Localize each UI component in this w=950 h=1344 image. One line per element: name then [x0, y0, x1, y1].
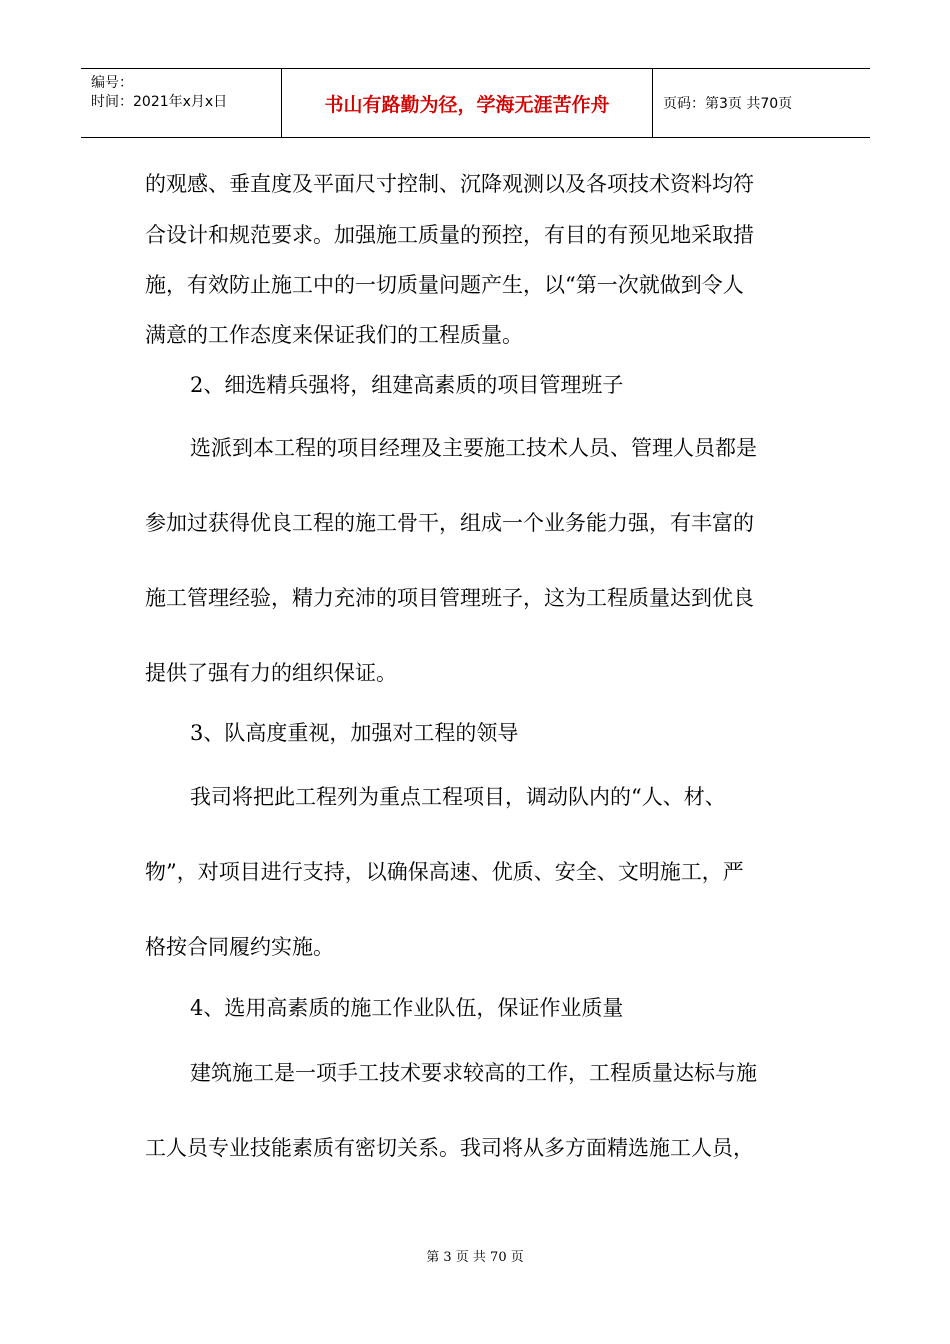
page-header	[81, 68, 870, 138]
header-page-info: 页码：第3页 共70页	[663, 96, 793, 112]
body-line: 工人员专业技能素质有密切关系。我司将从多方面精选施工人员，	[145, 1136, 754, 1160]
body-line: 我司将把此工程列为重点工程项目，调动队内的“人、材、	[190, 785, 726, 809]
body-line: 建筑施工是一项手工技术要求较高的工作，工程质量达标与施	[190, 1061, 757, 1085]
body-line: 合设计和规范要求。加强施工质量的预控，有目的有预见地采取措	[145, 223, 754, 247]
body-line: 格按合同履约实施。	[145, 935, 334, 959]
body-line: 满意的工作态度来保证我们的工程质量。	[145, 323, 523, 347]
body-line: 物”，对项目进行支持，以确保高速、优质、安全、文明施工，严	[145, 860, 744, 884]
header-meta-cell	[81, 69, 282, 137]
body-line: 施工管理经验，精力充沛的项目管理班子，这为工程质量达到优良	[145, 586, 754, 610]
body-line: 提供了强有力的组织保证。	[145, 661, 397, 685]
section-heading: 2、细选精兵强将，组建高素质的项目管理班子	[190, 373, 624, 397]
time-label: 时间：2021年x月x日	[91, 94, 228, 110]
body-line: 选派到本工程的项目经理及主要施工技术人员、管理人员都是	[190, 436, 757, 460]
page-footer: 第 3 页 共 70 页	[426, 1250, 524, 1265]
serial-label: 编号：	[91, 75, 133, 91]
header-motto: 书山有路勤为径，学海无涯苦作舟	[282, 69, 653, 137]
section-heading: 4、选用高素质的施工作业队伍，保证作业质量	[190, 996, 624, 1020]
body-line: 的观感、垂直度及平面尺寸控制、沉降观测以及各项技术资料均符	[145, 172, 754, 196]
body-line: 施，有效防止施工中的一切质量问题产生，以“第一次就做到令人	[145, 273, 744, 297]
section-heading: 3、队高度重视，加强对工程的领导	[190, 721, 519, 745]
body-line: 参加过获得优良工程的施工骨干，组成一个业务能力强，有丰富的	[145, 511, 754, 535]
